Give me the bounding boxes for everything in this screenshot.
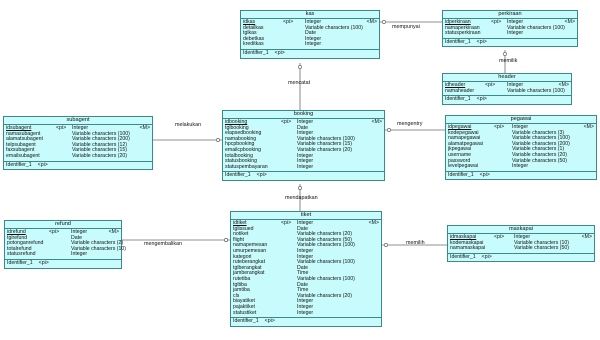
attribute-row: hpcpbooking Variable characters (15) <box>225 141 352 148</box>
attribute-row: statuspembayaran Integer <box>225 163 314 170</box>
attribute-row: tglissued Date <box>233 225 308 232</box>
identifier: Identifier_1 <pi> <box>225 172 267 179</box>
attribute-row: kreditkas Integer <box>243 41 322 48</box>
attribute-row: statusbooking Integer <box>225 158 314 165</box>
attribute-row: username Variable characters (20) <box>448 151 567 158</box>
attribute-row: namamaskapai Variable characters (50) <box>450 245 569 252</box>
entity-refund[interactable] <box>4 220 126 269</box>
relationship-label-mengentry: mengentry <box>397 121 423 127</box>
entity-title: perkiraan <box>443 11 577 19</box>
entity-title: kas <box>241 11 379 19</box>
identifier: Identifier_1 <pi> <box>448 171 490 178</box>
attribute-row: faxsubagent Variable characters (15) <box>6 147 127 154</box>
attribute-row: idsubagent <pi> Integer <M> <box>6 125 150 131</box>
entity-title: pegawai <box>446 116 596 124</box>
attribute-row: idheader <pi> Integer <M> <box>445 82 569 88</box>
entity-kas[interactable] <box>240 10 380 59</box>
attribute-list <box>223 119 384 172</box>
entity-title: refund <box>5 221 121 229</box>
relationship-label-mempunyai: mempunyai <box>392 24 420 30</box>
attribute-row: namapegawai Variable characters (100) <box>448 135 570 142</box>
attribute-row: kodepegawai Variable characters (3) <box>448 129 565 136</box>
identifier: Identifier_1 <pi> <box>450 253 492 260</box>
entity-title: maskapai <box>448 226 594 234</box>
identifier: Identifier_1 <pi> <box>233 318 275 325</box>
identifier: Identifier_1 <pi> <box>445 38 487 45</box>
attribute-row: idbooking <pi> Integer <M> <box>225 119 382 125</box>
attribute-row: jkpegawai Variable characters (1) <box>448 146 565 153</box>
identifier: Identifier_1 <pi> <box>6 161 48 168</box>
attribute-list <box>443 19 577 39</box>
entity-header[interactable] <box>442 73 572 105</box>
attribute-list <box>241 19 379 50</box>
attribute-row: namaheader Variable characters (100) <box>445 87 565 94</box>
attribute-row: tgltiba Date <box>233 281 308 288</box>
attribute-list <box>4 125 152 162</box>
entity-subagent[interactable] <box>3 116 153 170</box>
attribute-row: jamtiba Time <box>233 287 309 294</box>
entity-title: subagent <box>4 117 152 125</box>
entity-title: booking <box>223 111 384 119</box>
attribute-row: elapsedbooking Integer <box>225 130 314 137</box>
attribute-row: alamatsubagent Variable characters (200) <box>6 136 130 143</box>
attribute-row: namaperkiraan Variable characters (100) <box>445 24 565 31</box>
attribute-row: idtiket <pi> Integer <M> <box>233 220 379 226</box>
attribute-row: tglkas Date <box>243 30 316 37</box>
attribute-row: statusperkiraan Integer <box>445 30 524 37</box>
relationship-label-melakukan: melakukan <box>175 122 202 128</box>
attribute-row: cls Variable characters (20) <box>233 292 352 299</box>
attribute-row: levelpegawai Integer <box>448 163 529 170</box>
attribute-list <box>448 234 594 254</box>
attribute-row: biayatiket Integer <box>233 298 314 305</box>
attribute-row: idrefund <pi> Integer <M> <box>7 229 119 235</box>
attribute-row: idmaskapai <pi> Integer <M> <box>450 234 592 240</box>
entity-maskapai[interactable] <box>447 225 595 262</box>
attribute-row: password Variable characters (50) <box>448 157 567 164</box>
attribute-row: namapemesan Variable characters (100) <box>233 242 355 249</box>
entity-title: header <box>443 74 571 82</box>
attribute-row: notiket Variable characters (20) <box>233 231 352 238</box>
attribute-row: idkas <pi> Integer <M> <box>243 19 377 25</box>
relationship-label-mengembalikan: mengembalikan <box>144 241 183 247</box>
identifier: Identifier_1 <pi> <box>243 49 285 56</box>
attribute-row: tglberangkat Date <box>233 264 308 271</box>
attribute-row: ruteberangkat Variable characters (100) <box>233 259 355 266</box>
attribute-row: telpsubagent Variable characters (12) <box>6 141 127 148</box>
attribute-row: detailkas Variable characters (100) <box>243 24 363 31</box>
attribute-row: totalrefund Variable characters (10) <box>7 245 126 252</box>
attribute-row: flight Variable characters (50) <box>233 236 352 243</box>
entity-tiket[interactable] <box>230 211 382 327</box>
attribute-row: pajaktiket Integer <box>233 303 314 310</box>
attribute-row: statustiket Integer <box>233 309 314 316</box>
attribute-row: idpegawai <pi> Integer <M> <box>448 124 594 130</box>
attribute-row: rutetiba Variable characters (100) <box>233 275 355 282</box>
entity-booking[interactable] <box>222 110 385 181</box>
attribute-list <box>443 82 571 96</box>
attribute-row: emailcpbooking Variable characters (20) <box>225 146 352 153</box>
attribute-row: namabooking Variable characters (100) <box>225 135 355 142</box>
identifier: Identifier_1 <pi> <box>445 96 487 103</box>
attribute-row: umurpemesan Integer <box>233 247 314 254</box>
attribute-list <box>231 220 381 318</box>
attribute-row: debetkas Integer <box>243 35 322 42</box>
attribute-row: emailsubagent Variable characters (20) <box>6 152 127 159</box>
attribute-row: statusrefund Integer <box>7 251 88 258</box>
attribute-row: kategori Integer <box>233 253 314 260</box>
entity-title: tiket <box>231 212 381 220</box>
entity-perkiraan[interactable] <box>442 10 578 47</box>
attribute-row: tglrefund Date <box>7 234 82 241</box>
attribute-list <box>5 229 126 260</box>
attribute-row: alamatpegawai Variable characters (200) <box>448 140 570 147</box>
entity-pegawai[interactable] <box>445 115 597 180</box>
attribute-row: potonganrefund Variable characters (2) <box>7 240 124 247</box>
identifier: Identifier_1 <pi> <box>7 259 49 266</box>
relationship-label-mendapatkan: mendapatkan <box>285 195 318 201</box>
attribute-list <box>446 124 596 172</box>
attribute-row: namasubagent Variable characters (100) <box>6 130 130 137</box>
attribute-row: kodemaskapai Variable characters (10) <box>450 239 569 246</box>
relationship-label-mencatat: mencatat <box>288 80 311 86</box>
attribute-row: tglbooking Date <box>225 124 308 131</box>
relationship-label-memilik: memilik <box>499 58 518 64</box>
attribute-row: jamberangkat Time <box>233 270 309 277</box>
attribute-row: idperkiraan <pi> Integer <M> <box>445 19 575 25</box>
relationship-label-memilih: memilih <box>406 240 425 246</box>
attribute-row: totalbooking Integer <box>225 152 314 159</box>
